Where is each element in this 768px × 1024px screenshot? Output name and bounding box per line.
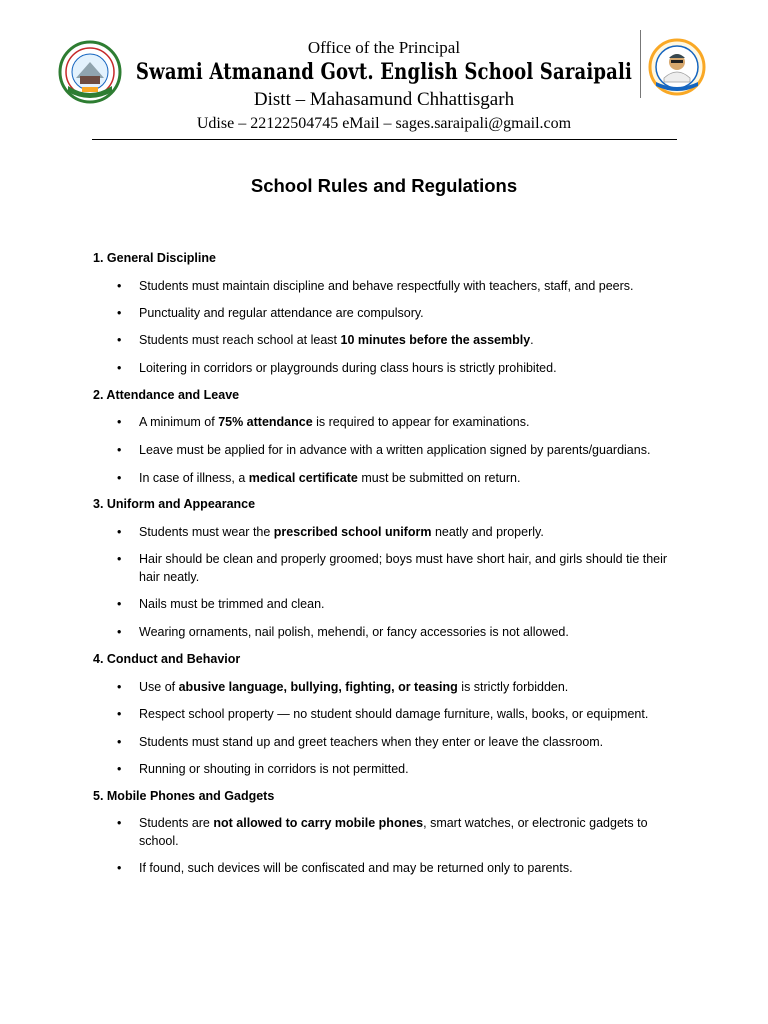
rule-text: Punctuality and regular attendance are compulsory.	[139, 306, 424, 320]
rule-item	[139, 550, 679, 586]
rule-emphasis: not allowed to carry mobile phones	[213, 816, 424, 830]
rule-emphasis: prescribed school uniform	[273, 525, 432, 539]
bullet-icon: •	[117, 552, 122, 566]
rule-item	[139, 277, 679, 295]
rule-item	[139, 304, 679, 322]
rule-text: .	[530, 333, 534, 347]
email-address[interactable]: sages.saraipali@gmail.com	[395, 115, 572, 132]
bullet-icon: •	[117, 707, 122, 721]
rule-item	[139, 469, 679, 487]
email-label: eMail –	[338, 115, 396, 132]
letterhead	[0, 0, 768, 145]
rule-item	[139, 331, 679, 349]
rule-item	[139, 623, 679, 641]
bullet-icon: •	[117, 762, 122, 776]
rule-text: neatly and properly.	[431, 525, 544, 539]
rule-item	[139, 760, 679, 778]
rule-item	[139, 678, 679, 696]
school-name: Swami Atmanand Govt. English School Saraipali	[135, 59, 633, 85]
rule-text: Running or shouting in corridors is not permitted.	[139, 762, 409, 776]
rule-item	[139, 595, 679, 613]
bullet-icon: •	[117, 816, 122, 830]
rule-text: Students are	[139, 816, 214, 830]
header-divider	[640, 30, 641, 98]
bullet-icon: •	[117, 333, 122, 347]
rule-text: Students must wear the	[139, 525, 274, 539]
document-title: School Rules and Regulations	[250, 175, 518, 196]
header-rule	[92, 139, 677, 140]
rule-text: Wearing ornaments, nail polish, mehendi, or fancy accessories is not allowed.	[139, 625, 569, 639]
rule-text: In case of illness, a	[139, 471, 249, 485]
rule-emphasis: 75% attendance	[218, 415, 313, 429]
bullet-icon: •	[117, 680, 122, 694]
bullet-icon: •	[117, 361, 122, 375]
rule-text: Nails must be trimmed and clean.	[139, 597, 325, 611]
rule-text: must be submitted on return.	[357, 471, 521, 485]
rule-item	[139, 859, 679, 877]
section-heading: 3. Uniform and Appearance	[93, 497, 256, 511]
rule-item	[139, 814, 679, 850]
rule-text: Students must reach school at least	[139, 333, 341, 347]
bullet-icon: •	[117, 443, 122, 457]
bullet-icon: •	[117, 597, 122, 611]
bullet-icon: •	[117, 279, 122, 293]
office-title: Office of the Principal	[307, 38, 461, 57]
rule-emphasis: medical certificate	[248, 471, 358, 485]
rule-text: Students must stand up and greet teachers when they enter or leave the classroom.	[139, 735, 604, 749]
section-heading: 5. Mobile Phones and Gadgets	[93, 789, 275, 803]
rule-text: Hair should be clean and properly groomed; boys must have short hair, and girls should tie their hair neatly.	[139, 552, 668, 584]
rule-text: Respect school property — no student should damage furniture, walls, books, or equipment.	[139, 707, 649, 721]
section-heading: 1. General Discipline	[93, 251, 216, 265]
bullet-icon: •	[117, 525, 122, 539]
rule-text: is strictly forbidden.	[457, 680, 569, 694]
rule-text: If found, such devices will be confiscated and may be returned only to parents.	[139, 861, 573, 875]
rule-text: is required to appear for examinations.	[312, 415, 530, 429]
udise-label: Udise –	[196, 115, 251, 132]
bullet-icon: •	[117, 306, 122, 320]
rule-emphasis: abusive language, bullying, fighting, or teasing	[178, 680, 458, 694]
rule-emphasis: 10 minutes before the assembly	[340, 333, 531, 347]
rule-item	[139, 705, 679, 723]
rule-text: A minimum of	[139, 415, 219, 429]
bullet-icon: •	[117, 471, 122, 485]
rule-text: Students must maintain discipline and behave respectfully with teachers, staff, and peers.	[139, 279, 634, 293]
district-line: Distt – Mahasamund Chhattisgarh	[253, 89, 515, 110]
rule-text: , smart watches, or electronic gadgets to school.	[139, 816, 648, 848]
rule-text: Leave must be applied for in advance with a written application signed by parents/guardians.	[139, 443, 651, 457]
rule-item	[139, 523, 679, 541]
rule-item	[139, 359, 679, 377]
section-heading: 4. Conduct and Behavior	[93, 652, 241, 666]
founder-portrait-emblem-logo	[648, 38, 706, 96]
bullet-icon: •	[117, 735, 122, 749]
bullet-icon: •	[117, 625, 122, 639]
udise-code: 22122504745	[250, 115, 339, 132]
bullet-icon: •	[117, 415, 122, 429]
rule-item	[139, 733, 679, 751]
rule-item	[139, 413, 679, 431]
section-heading: 2. Attendance and Leave	[93, 388, 240, 402]
contact-line	[0, 115, 768, 133]
bullet-icon: •	[117, 861, 122, 875]
rule-text: Use of	[139, 680, 179, 694]
rule-item	[139, 441, 679, 459]
rule-text: Loitering in corridors or playgrounds during class hours is strictly prohibited.	[139, 361, 557, 375]
